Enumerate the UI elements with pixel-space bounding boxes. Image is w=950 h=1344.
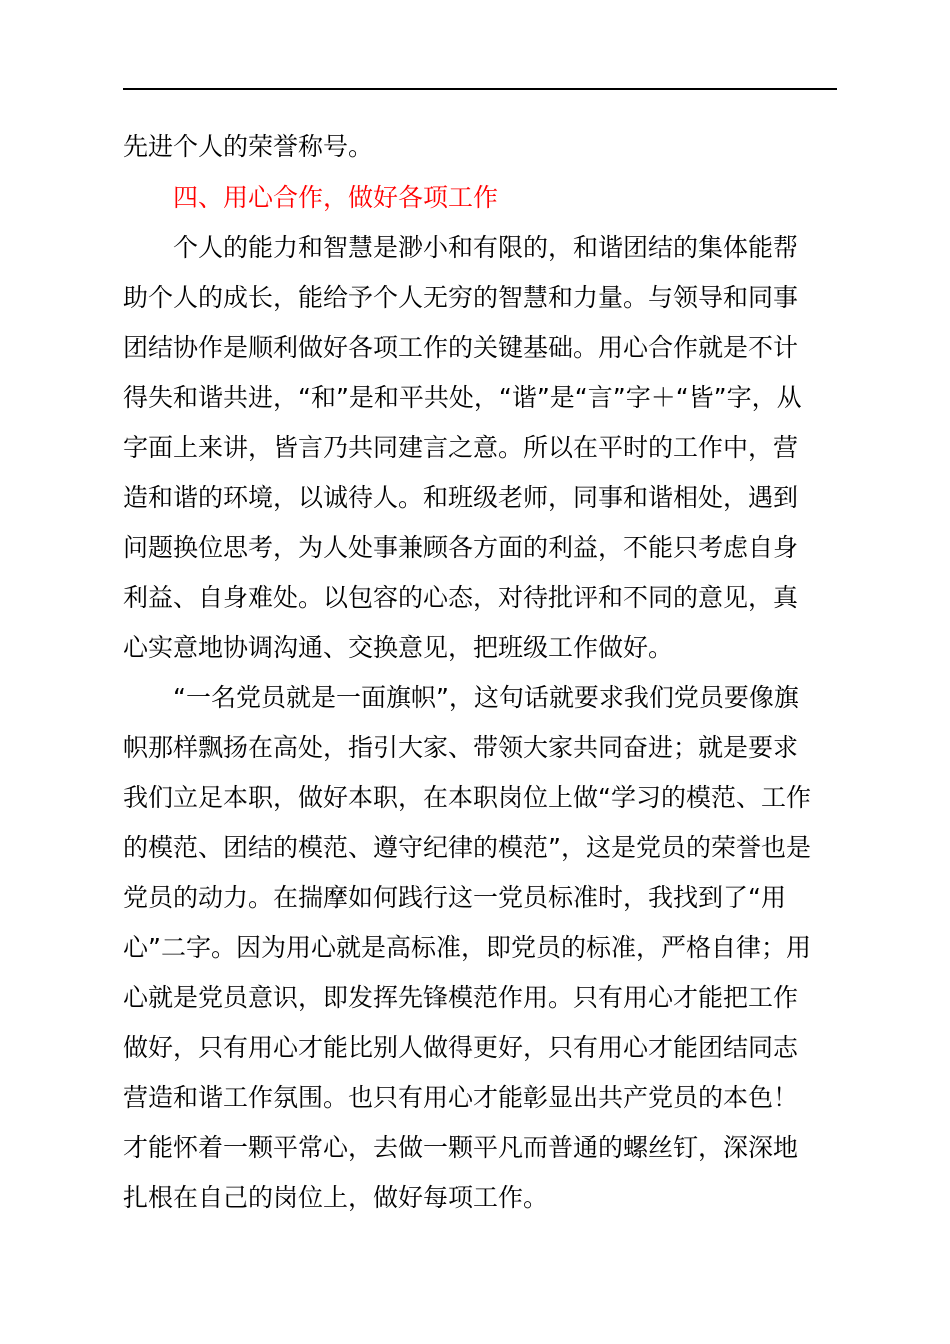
text-line-19: 做好，只有用心才能比别人做得更好，只有用心才能团结同志 [123, 1033, 799, 1062]
text-line-5: 团结协作是顺利做好各项工作的关键基础。用心合作就是不计 [123, 333, 799, 362]
text-line-9: 问题换位思考，为人处事兼顾各方面的利益，不能只考虑自身 [123, 533, 799, 562]
header-rule [123, 88, 837, 90]
text-line-17: 心”二字。因为用心就是高标准，即党员的标准，严格自律；用 [123, 933, 811, 962]
text-line-1: 先进个人的荣誉称号。 [123, 132, 374, 161]
text-line-15: 的模范、团结的模范、遵守纪律的模范”，这是党员的荣誉也是 [123, 833, 811, 862]
text-line-3: 个人的能力和智慧是渺小和有限的，和谐团结的集体能帮 [173, 233, 799, 262]
text-line-10: 利益、自身难处。以包容的心态，对待批评和不同的意见，真 [123, 583, 799, 612]
text-line-11: 心实意地协调沟通、交换意见，把班级工作做好。 [123, 633, 674, 662]
text-line-14: 我们立足本职，做好本职，在本职岗位上做“学习的模范、工作 [123, 783, 811, 812]
text-line-20: 营造和谐工作氛围。也只有用心才能彰显出共产党员的本色！ [123, 1083, 799, 1112]
text-line-21: 才能怀着一颗平常心，去做一颗平凡而普通的螺丝钉，深深地 [123, 1133, 799, 1162]
text-line-12: “一名党员就是一面旗帜”，这句话就要求我们党员要像旗 [173, 683, 799, 712]
section-heading: 四、用心合作，做好各项工作 [173, 183, 499, 212]
text-line-22: 扎根在自己的岗位上，做好每项工作。 [123, 1183, 549, 1212]
text-line-7: 字面上来讲，皆言乃共同建言之意。所以在平时的工作中，营 [123, 433, 799, 462]
text-line-4: 助个人的成长，能给予个人无穷的智慧和力量。与领导和同事 [123, 283, 799, 312]
text-line-6: 得失和谐共进，“和”是和平共处，“谐”是“言”字＋“皆”字，从 [123, 383, 802, 412]
text-line-8: 造和谐的环境，以诚待人。和班级老师，同事和谐相处，遇到 [123, 483, 799, 512]
text-line-18: 心就是党员意识，即发挥先锋模范作用。只有用心才能把工作 [123, 983, 799, 1012]
text-line-13: 帜那样飘扬在高处，指引大家、带领大家共同奋进；就是要求 [123, 733, 799, 762]
text-line-16: 党员的动力。在揣摩如何践行这一党员标准时，我找到了“用 [123, 883, 786, 912]
